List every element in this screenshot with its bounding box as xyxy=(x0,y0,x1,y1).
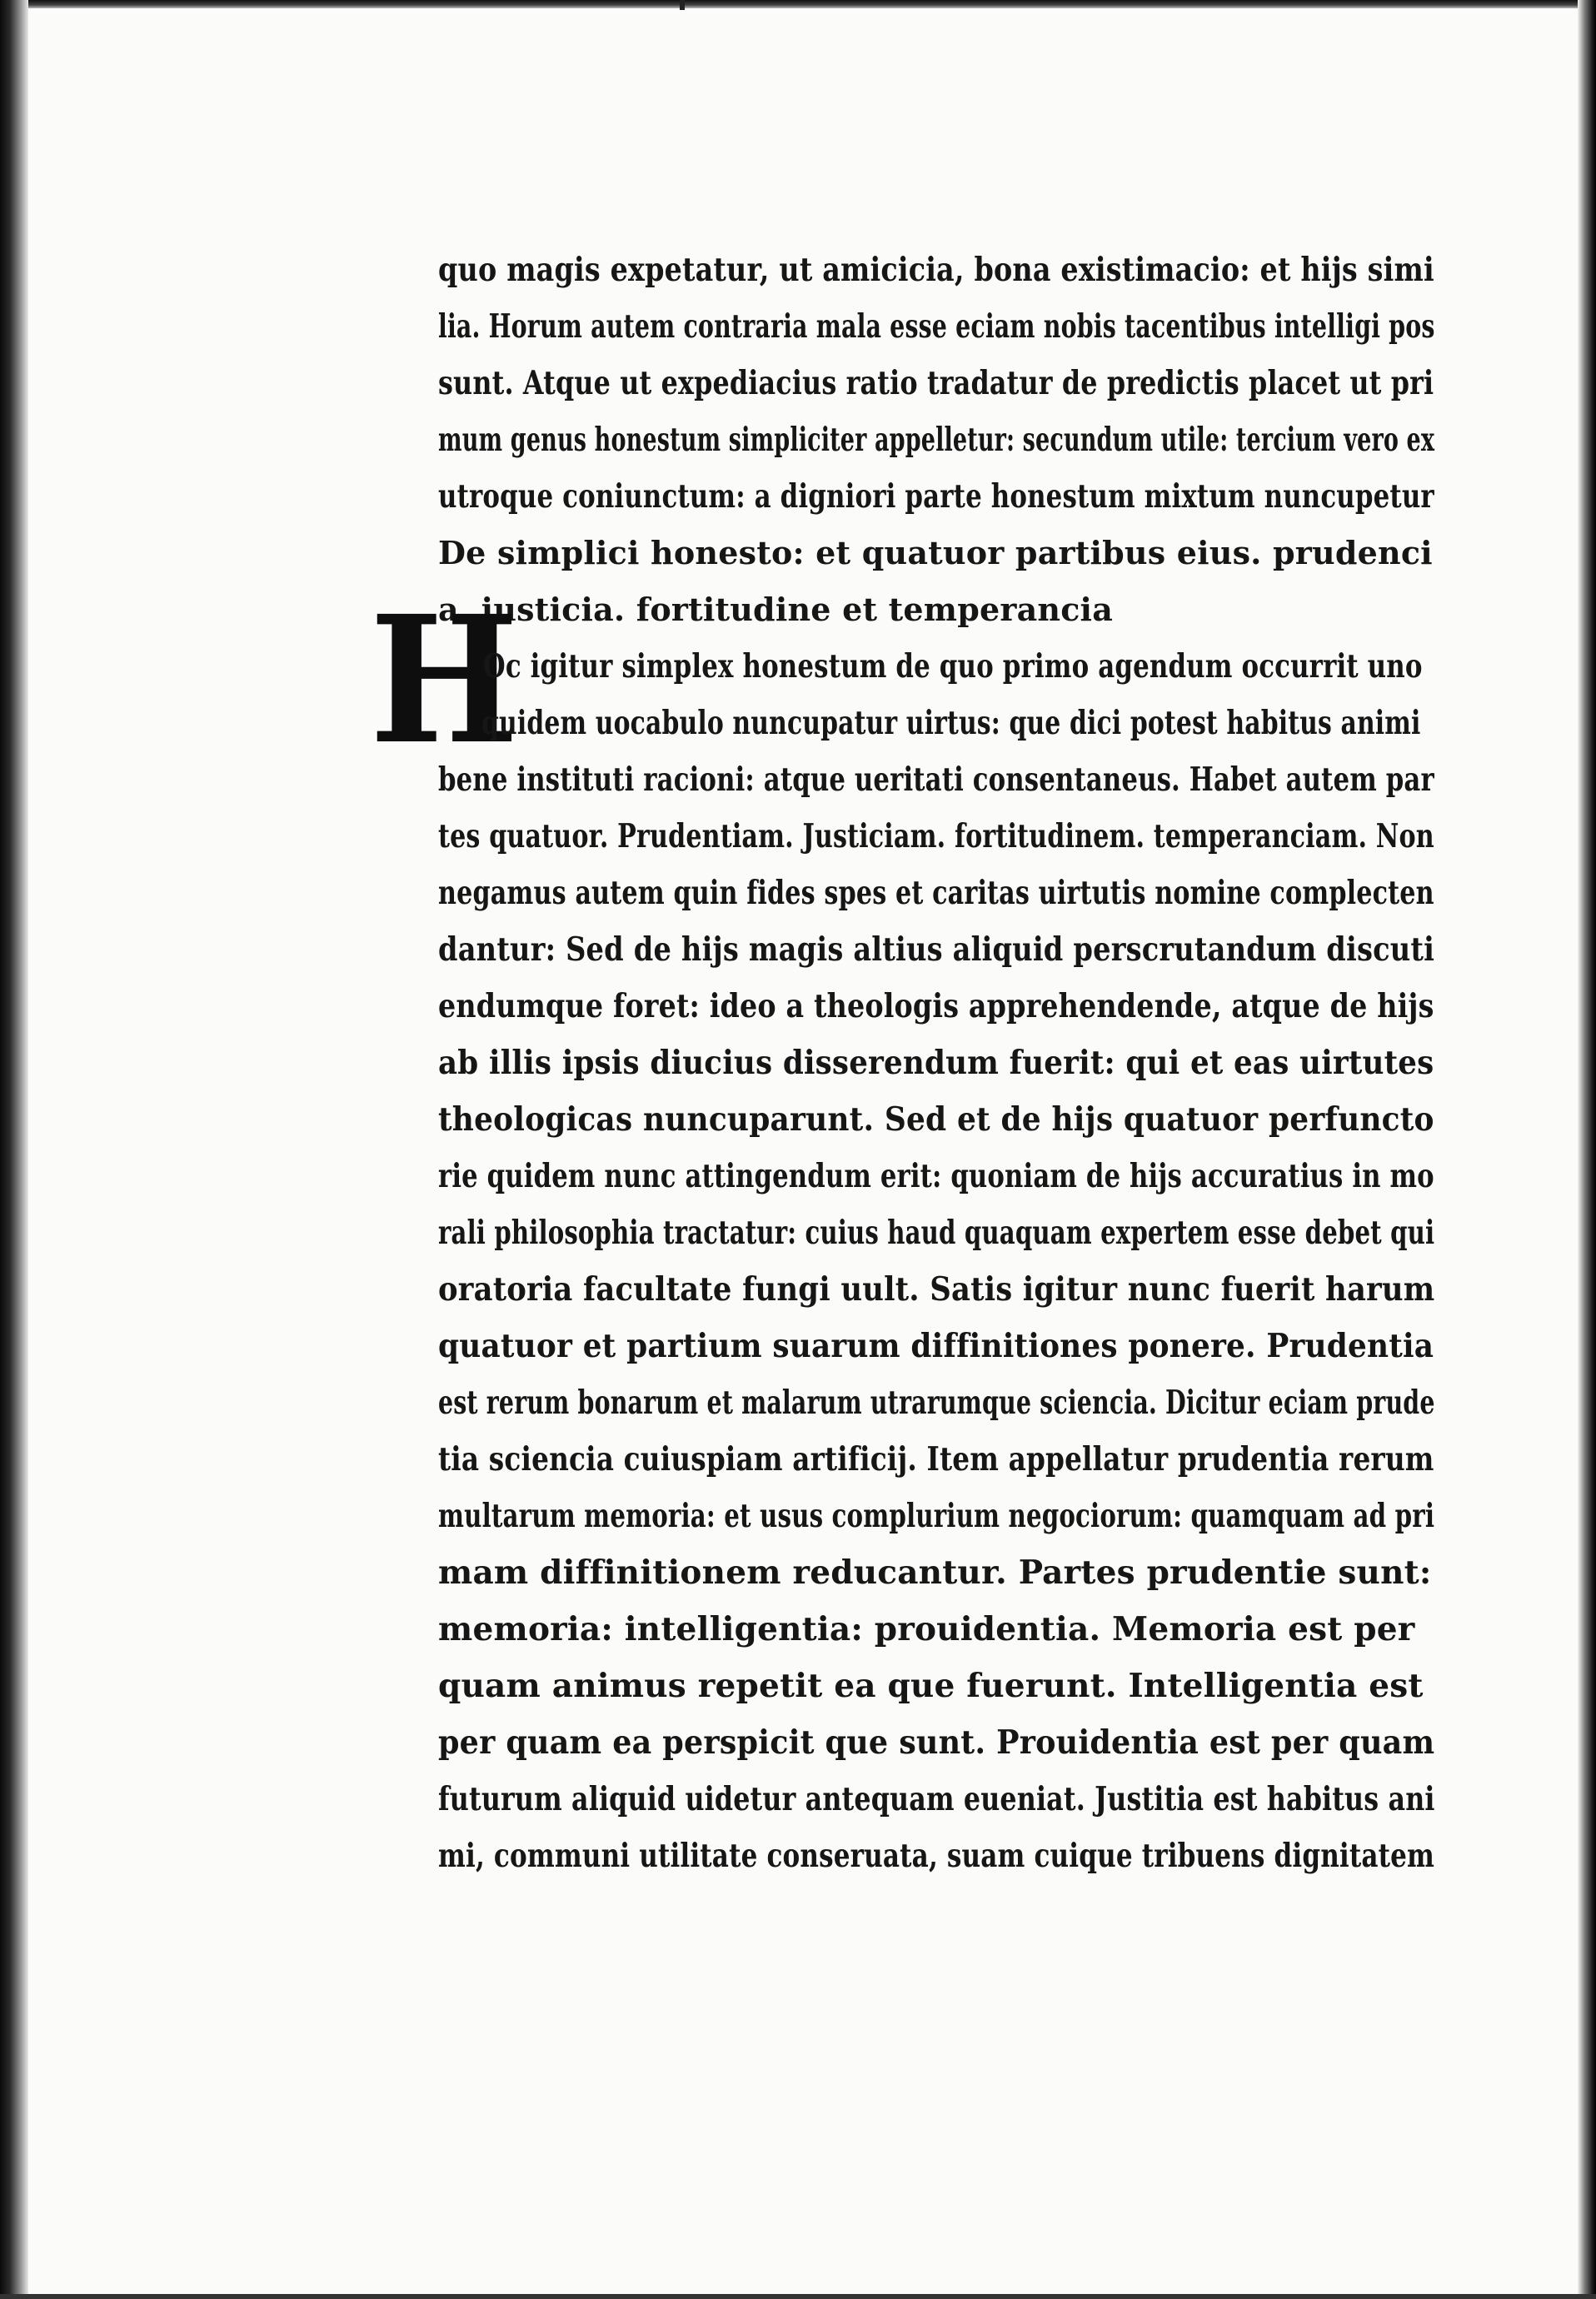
text-line: multarum memoria: et usus complurium negociorum: quamquam ad pri xyxy=(438,1497,1435,1535)
text-line: endumque foret: ideo a theologis apprehendende, atque de hijs xyxy=(438,987,1434,1025)
section-heading-line: De simplici honesto: et quatuor partibus eius. prudenci xyxy=(438,534,1433,571)
text-line: dantur: Sed de hijs magis altius aliquid perscrutandum discuti xyxy=(438,930,1435,969)
text-line: est rerum bonarum et malarum utrarumque sciencia. Dicitur eciam prude xyxy=(438,1384,1435,1422)
text-line: theologicas nuncuparunt. Sed et de hijs quatuor perfuncto xyxy=(438,1100,1434,1139)
binding-mark xyxy=(680,0,685,10)
scan-bottom-border xyxy=(0,2294,1596,2299)
text-line: lia. Horum autem contraria mala esse eciam nobis tacentibus intelligi pos xyxy=(438,307,1435,346)
scan-right-border xyxy=(1578,0,1596,2299)
text-line: negamus autem quin fides spes et caritas uirtutis nomine complecten xyxy=(438,874,1434,912)
scan-left-border xyxy=(0,0,28,2299)
text-line: quatuor et partium suarum diffinitiones ponere. Prudentia xyxy=(438,1327,1434,1365)
text-line: tia sciencia cuiuspiam artificij. Item appellatur prudentia rerum xyxy=(438,1440,1434,1479)
text-block xyxy=(369,242,1435,1884)
text-line: quam animus repetit ea que fuerunt. Intelligentia est xyxy=(438,1667,1424,1705)
text-line: futurum aliquid uidetur antequam eueniat. Justitia est habitus ani xyxy=(438,1780,1435,1818)
section-heading-line: a. iusticia. fortitudine et temperancia xyxy=(438,591,1114,628)
text-line: oratoria facultate fungi uult. Satis igitur nunc fuerit harum xyxy=(438,1270,1435,1309)
text-line: mam diffinitionem reducantur. Partes prudentie sunt: xyxy=(438,1553,1432,1592)
text-line: quidem uocabulo nuncupatur uirtus: que dici potest habitus animi xyxy=(481,704,1421,742)
text-line: sunt. Atque ut expediacius ratio tradatur de predictis placet ut pri xyxy=(438,364,1434,402)
text-line: rie quidem nunc attingendum erit: quoniam de hijs accuratius in mo xyxy=(438,1157,1434,1195)
text-line: ab illis ipsis diucius disserendum fuerit: qui et eas uirtutes xyxy=(438,1044,1434,1082)
text-line: Oc igitur simplex honestum de quo primo agendum occurrit uno xyxy=(482,647,1423,686)
text-line: mum genus honestum simpliciter appelletur: secundum utile: tercium vero ex xyxy=(438,421,1435,459)
scan-top-border xyxy=(0,0,1596,8)
text-line: mi, communi utilitate conseruata, suam cuique tribuens dignitatem xyxy=(438,1837,1435,1875)
text-line: per quam ea perspicit que sunt. Prouidentia est per quam xyxy=(438,1723,1435,1762)
text-line: quo magis expetatur, ut amicicia, bona existimacio: et hijs simi xyxy=(438,251,1434,289)
text-line: tes quatuor. Prudentiam. Justiciam. fortitudinem. temperanciam. Non xyxy=(438,817,1434,855)
drop-cap-initial: H xyxy=(369,577,519,783)
text-line: utroque coniunctum: a digniori parte honestum mixtum nuncupetur xyxy=(438,477,1434,516)
text-line: bene instituti racioni: atque ueritati consentaneus. Habet autem par xyxy=(438,761,1434,799)
text-line: rali philosophia tractatur: cuius haud quaquam expertem esse debet qui xyxy=(438,1214,1435,1252)
text-line: memoria: intelligentia: prouidentia. Memoria est per xyxy=(438,1610,1415,1648)
